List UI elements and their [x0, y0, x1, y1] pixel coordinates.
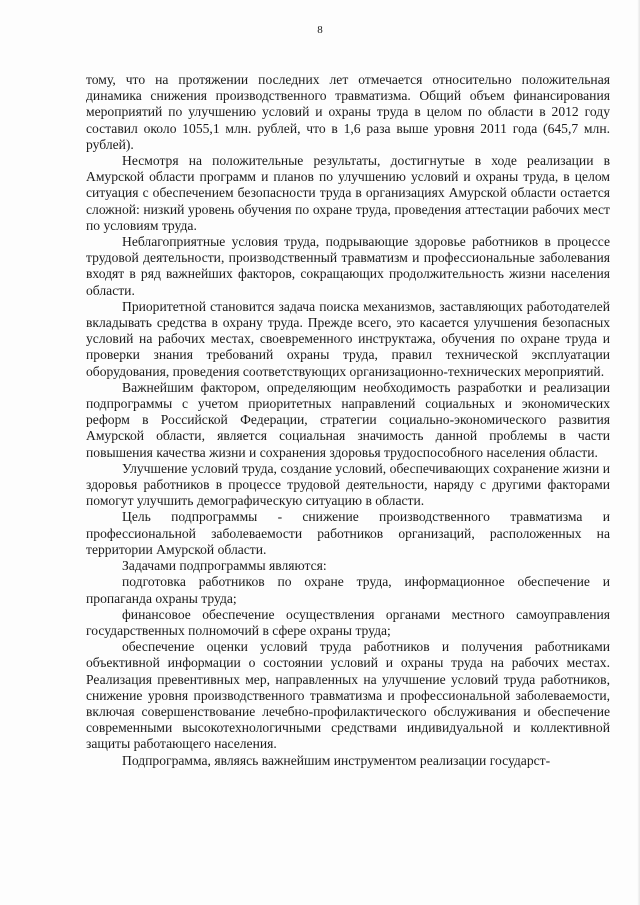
paragraph-3: Неблагоприятные условия труда, подрывающие здоровье работников в процессе трудовой деятельности, производственный травматизм и профессиональные заболевания входят в ряд важнейших факторов, сокращающих продолжительность жизни населения области. [86, 234, 610, 298]
paragraph-4: Приоритетной становится задача поиска механизмов, заставляющих работодателей вкладывать средства в охрану труда. Прежде всего, это касается улучшения безопасных условий на рабочих местах, своевременного инструктажа, обучения по охране труда и проверки знания требований охраны труда, правил технической эксплуатации оборудования, проведения соответствующих организационно-технических мероприятий. [86, 298, 610, 379]
paragraph-2: Несмотря на положительные результаты, достигнутые в ходе реализации в Амурской области программ и планов по улучшению условий и охраны труда, в целом ситуация с обеспечением безопасности труда в организациях Амурской области остается сложной: низкий уровень обучения по охране труда, проведения аттестации рабочих мест по условиям труда. [86, 153, 610, 233]
paragraph-6: Улучшение условий труда, создание условий, обеспечивающих сохранение жизни и здоровья работников в процессе трудовой деятельности, наряду с другими факторами помогут улучшить демографическую ситуацию в области. [86, 460, 610, 509]
paragraph-8: Задачами подпрограммы являются: [122, 558, 327, 574]
task-item-2: финансовое обеспечение осуществления органами местного самоуправления государственных полномочий в сфере охраны труда; [86, 606, 610, 638]
body-text [86, 72, 610, 769]
task-item-1: подготовка работников по охране труда, информационное обеспечение и пропаганда охраны труда; [86, 574, 610, 606]
paragraph-7: Цель подпрограммы - снижение производственного травматизма и профессиональной заболеваемости работников организаций, расположенных на территории Амурской области. [86, 509, 610, 557]
task-item-3: обеспечение оценки условий труда работников и получения работниками объективной информации о состоянии условий и охраны труда на рабочих местах. Реализация превентивных мер, направленных на улучшение условий труда работников, снижение уровня производственного травматизма и профессиональной заболеваемости, включая совершенствование лечебно-профилактического обслуживания и обеспечение современными высокотехнологичными средствами индивидуальной и коллективной защиты работающего населения. [86, 639, 610, 752]
paragraph-5: Важнейшим фактором, определяющим необходимость разработки и реализации подпрограммы с учетом приоритетных направлений социальных и экономических реформ в Российской Федерации, стратегии социально-экономического развития Амурской области, является социальная значимость данной проблемы в части повышения качества жизни и сохранения здоровья трудоспособного населения области. [86, 379, 610, 460]
paragraph-last: Подпрограмма, являясь важнейшим инструментом реализации государст- [122, 752, 551, 768]
paragraph-1: тому, что на протяжении последних лет отмечается относительно положительная динамика снижения производственного травматизма. Общий объем финансирования мероприятий по улучшению условий и охраны труда в целом по области в 2012 году составил около 1055,1 млн. рублей, что в 1,6 раза выше уровня 2011 года (645,7 млн. рублей). [86, 72, 610, 152]
page-number: 8 [317, 24, 323, 36]
